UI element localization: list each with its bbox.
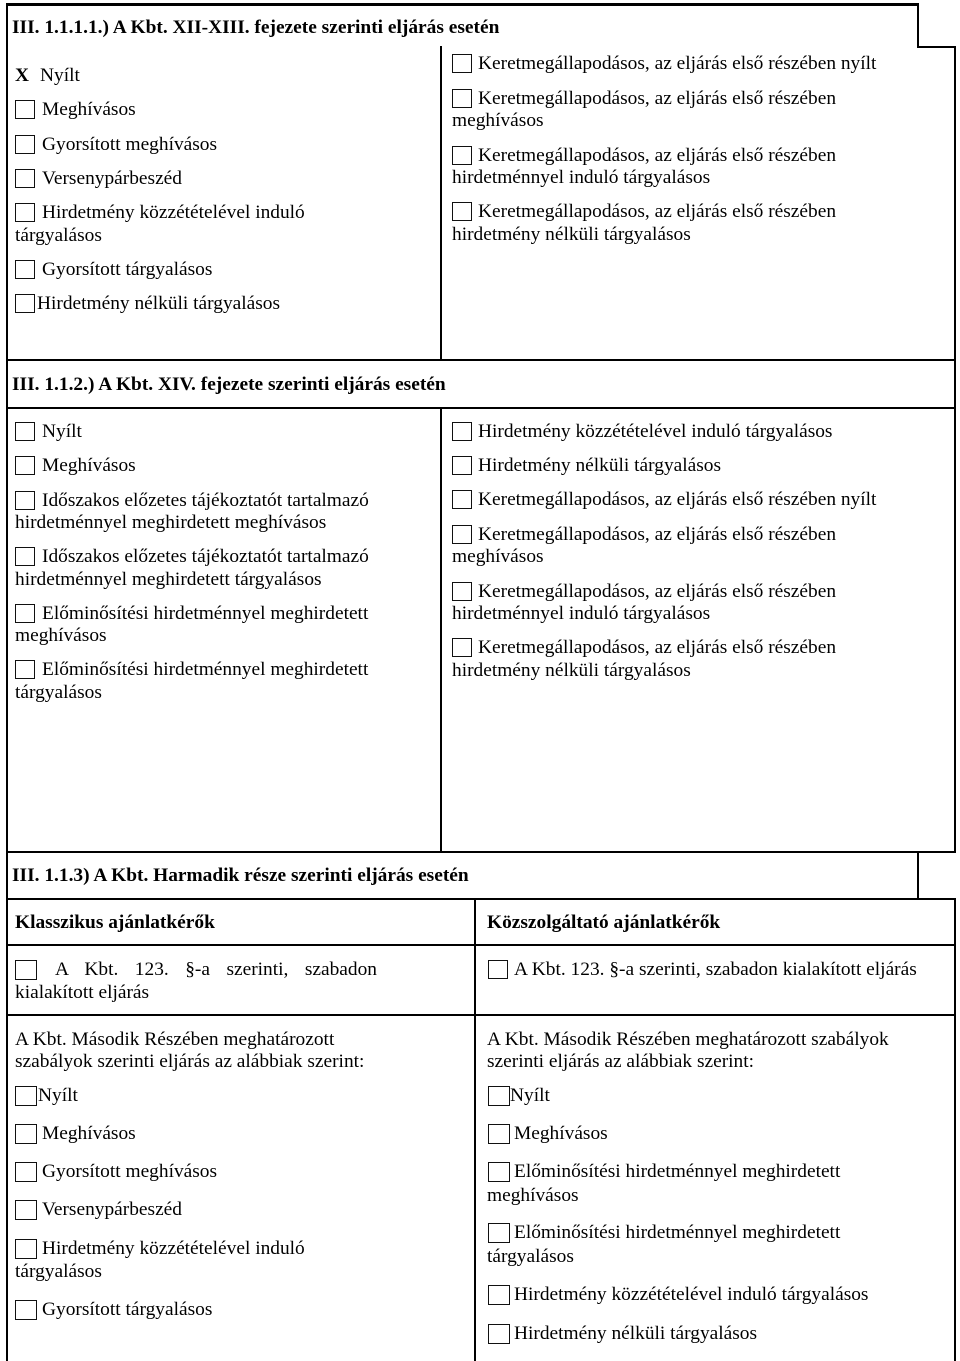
option-label: Hirdetmény nélküli tárgyalásos <box>514 1323 758 1344</box>
option-label: Keretmegállapodásos, az eljárás első részében <box>478 145 837 166</box>
option-label: Meghívásos <box>42 1123 136 1144</box>
option-label: Keretmegállapodásos, az eljárás első részében <box>478 524 837 545</box>
option-label-continued: tárgyalásos <box>15 225 102 246</box>
checkbox <box>15 1200 37 1220</box>
section-heading: III. 1.1.1.1.) A Kbt. XII-XIII. fejezete szerinti eljárás esetén <box>12 17 500 38</box>
option-label: Előminősítési hirdetménnyel meghirdetett <box>42 659 369 680</box>
checkbox <box>488 1285 510 1305</box>
option-label: Versenypárbeszéd <box>42 1199 182 1220</box>
checkbox <box>488 1086 510 1106</box>
column-divider <box>474 898 476 1361</box>
heading-cell-right-border <box>917 851 919 899</box>
option-label: Keretmegállapodásos, az eljárás első részében <box>478 88 837 109</box>
checkbox <box>15 960 37 980</box>
option-label: Gyorsított meghívásos <box>42 134 218 155</box>
option-label: Hirdetmény közzétételével induló <box>42 202 305 223</box>
option-label: Gyorsított tárgyalásos <box>42 1299 213 1320</box>
option-label: Hirdetmény közzétételével induló tárgyalásos <box>478 421 833 442</box>
option-label: Előminősítési hirdetménnyel meghirdetett <box>514 1222 841 1243</box>
option-label: Időszakos előzetes tájékoztatót tartalmazó <box>42 490 369 511</box>
column-header-utility: Közszolgáltató ajánlatkérők <box>487 912 721 933</box>
checkbox <box>452 89 472 108</box>
option-label: Versenypárbeszéd <box>42 168 182 189</box>
checkbox <box>15 456 35 475</box>
checkbox <box>452 525 472 544</box>
option-label-continued: meghívásos <box>487 1185 579 1206</box>
option-label: Meghívásos <box>514 1123 608 1144</box>
table-top-border <box>6 3 919 6</box>
table-left-border <box>6 3 8 1361</box>
option-label-continued: hirdetmény nélküli tárgyalásos <box>452 660 691 681</box>
checkbox <box>15 169 35 188</box>
option-label-continued: hirdetménnyel induló tárgyalásos <box>452 167 711 188</box>
option-label-continued: meghívásos <box>452 546 544 567</box>
option-label: A Kbt. 123. §-a szerinti, szabadon kialakított eljárás <box>514 959 917 980</box>
row-divider <box>6 898 956 900</box>
checkbox <box>452 146 472 165</box>
checkbox <box>15 1086 37 1106</box>
checkbox <box>15 135 35 154</box>
option-label: Előminősítési hirdetménnyel meghirdetett <box>514 1161 841 1182</box>
row-divider <box>6 1014 956 1016</box>
option-label: Keretmegállapodásos, az eljárás első részében <box>478 581 837 602</box>
checkbox <box>488 1223 510 1243</box>
option-label: Keretmegállapodásos, az eljárás első részében <box>478 637 837 658</box>
column-header-classic: Klasszikus ajánlatkérők <box>15 912 215 933</box>
option-label: Keretmegállapodásos, az eljárás első részében nyílt <box>478 53 877 74</box>
option-label-continued: meghívásos <box>15 625 107 646</box>
checkbox <box>452 582 472 601</box>
section-heading: III. 1.1.3) A Kbt. Harmadik része szerinti eljárás esetén <box>12 865 469 886</box>
section-heading: III. 1.1.2.) A Kbt. XIV. fejezete szerinti eljárás esetén <box>12 374 446 395</box>
option-label: Nyílt <box>510 1085 550 1106</box>
intro-text: szerinti eljárás az alábbiak szerint: <box>487 1051 755 1072</box>
checkbox <box>15 260 35 279</box>
heading-cell-right-border <box>917 3 919 48</box>
checkbox <box>452 422 472 441</box>
option-label-continued: hirdetménnyel meghirdetett meghívásos <box>15 512 327 533</box>
column-divider <box>440 407 442 852</box>
checkbox <box>15 422 35 441</box>
option-label-continued: tárgyalásos <box>487 1246 574 1267</box>
checkbox <box>488 1124 510 1144</box>
option-label-continued: hirdetménnyel meghirdetett tárgyalásos <box>15 569 322 590</box>
checkbox <box>15 547 35 566</box>
checkbox <box>488 960 508 979</box>
option-label: Hirdetmény közzétételével induló <box>42 1238 305 1259</box>
option-label: Hirdetmény nélküli tárgyalásos <box>37 293 281 314</box>
option-label-continued: meghívásos <box>452 110 544 131</box>
checkbox <box>15 100 35 119</box>
row-divider <box>6 944 956 946</box>
checkbox <box>488 1162 510 1182</box>
checkbox <box>15 203 35 222</box>
option-label: Nyílt <box>40 65 80 86</box>
column-divider <box>440 46 442 360</box>
checkbox <box>15 1300 37 1320</box>
row-divider <box>6 851 956 853</box>
checkbox <box>15 604 35 623</box>
checkbox <box>488 1324 510 1344</box>
intro-text: A Kbt. Második Részében meghatározott szabályok <box>487 1029 889 1050</box>
option-label: Keretmegállapodásos, az eljárás első részében <box>478 201 837 222</box>
intro-text: szabályok szerinti eljárás az alábbiak szerint: <box>15 1051 365 1072</box>
table-right-border <box>954 898 956 1361</box>
option-label: Gyorsított tárgyalásos <box>42 259 213 280</box>
checkbox <box>15 660 35 679</box>
checkbox <box>452 54 472 73</box>
option-label: Keretmegállapodásos, az eljárás első részében nyílt <box>478 489 877 510</box>
option-label: Meghívásos <box>42 455 136 476</box>
option-label-continued: hirdetménnyel induló tárgyalásos <box>452 603 711 624</box>
option-label: Előminősítési hirdetménnyel meghirdetett <box>42 603 369 624</box>
option-label: Nyílt <box>42 421 82 442</box>
checkbox <box>452 456 472 475</box>
selected-mark: X <box>15 65 30 86</box>
option-label: Hirdetmény nélküli tárgyalásos <box>478 455 722 476</box>
checkbox <box>15 294 35 313</box>
table-right-border <box>954 46 956 853</box>
option-label: Gyorsított meghívásos <box>42 1161 218 1182</box>
checkbox <box>15 1124 37 1144</box>
option-label-continued: kialakított eljárás <box>15 982 150 1003</box>
checkbox <box>452 638 472 657</box>
option-label: Meghívásos <box>42 99 136 120</box>
row-divider <box>6 407 956 409</box>
option-label: A Kbt. 123. §-a szerinti, szabadon <box>55 959 377 980</box>
checkbox <box>452 490 472 509</box>
checkbox <box>15 1239 37 1259</box>
option-label-continued: tárgyalásos <box>15 1261 102 1282</box>
row-divider <box>6 359 956 361</box>
checkbox <box>15 1162 37 1182</box>
option-label-continued: tárgyalásos <box>15 682 102 703</box>
option-label: Hirdetmény közzétételével induló tárgyalásos <box>514 1284 869 1305</box>
option-label: Időszakos előzetes tájékoztatót tartalmazó <box>42 546 369 567</box>
table-border-step <box>917 46 956 48</box>
checkbox <box>15 491 35 510</box>
option-label-continued: hirdetmény nélküli tárgyalásos <box>452 224 691 245</box>
option-label: Nyílt <box>38 1085 78 1106</box>
intro-text: A Kbt. Második Részében meghatározott <box>15 1029 335 1050</box>
checkbox <box>452 202 472 221</box>
